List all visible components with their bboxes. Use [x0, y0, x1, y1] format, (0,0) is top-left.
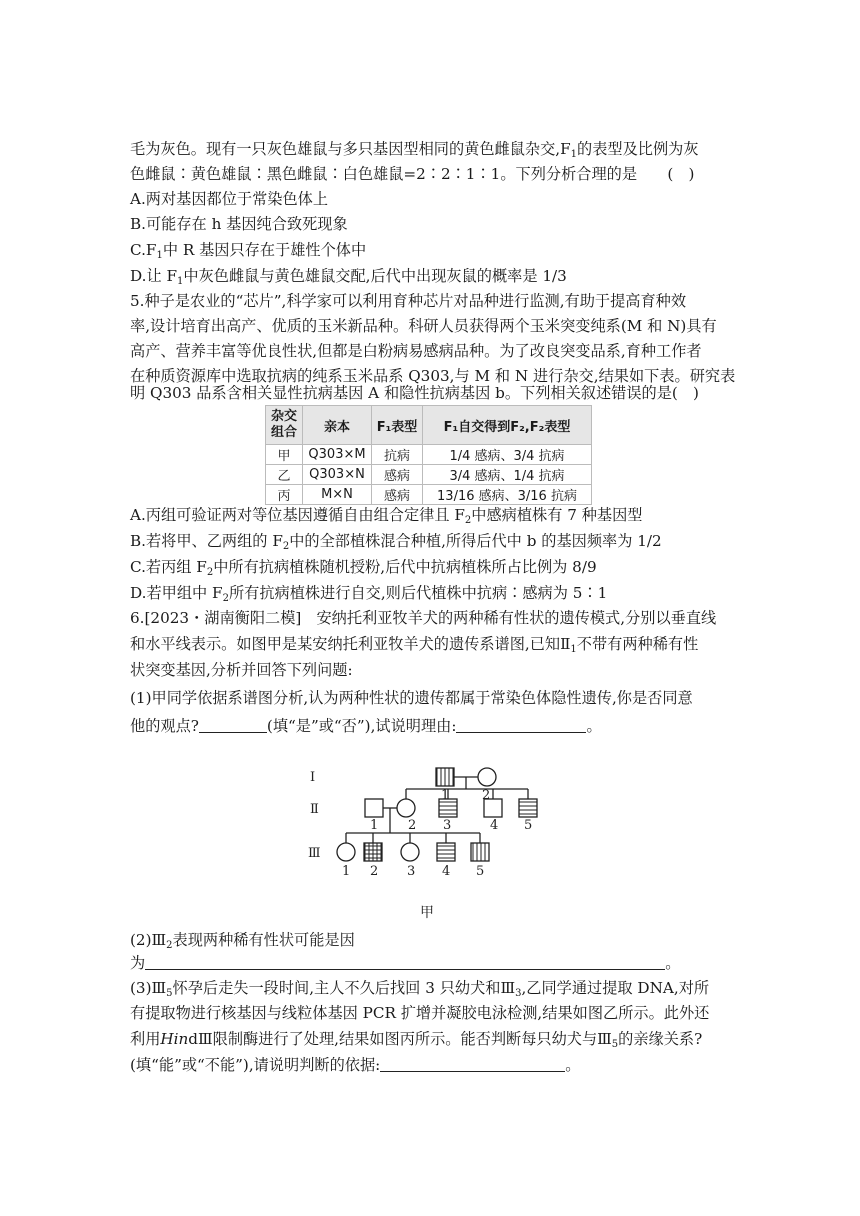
table-cell: M×N	[303, 485, 372, 505]
q4-option-a: A.两对基因都位于常染色体上	[130, 190, 329, 208]
answer-blank[interactable]	[199, 718, 267, 733]
q5-stem-line4: 在种质资源库中选取抗病的纯系玉米品系 Q303,与 M 和 N 进行杂交,结果如下表。研究表	[130, 367, 736, 385]
q5-option-c: C.若丙组 $F_2$中所有抗病植株随机授粉,后代中抗病植株所占比例为 8/9	[130, 558, 597, 578]
svg-text:4: 4	[442, 864, 451, 879]
table-header-cell: 亲本	[303, 406, 372, 445]
pedigree-chart	[300, 765, 560, 895]
q5-option-a: A.丙组可验证两对等位基因遵循自由组合定律且 $F_2$中感病植株有 7 种基因型	[130, 506, 643, 526]
answer-blank[interactable]	[145, 955, 665, 970]
q6-part1-line2: 他的观点? (填“是”或“否”),试说明理由: 。	[130, 717, 602, 735]
q4-option-b: B.可能存在 h 基因纯合致死现象	[130, 215, 348, 233]
male-both-traits-symbol	[436, 768, 454, 786]
svg-text:4: 4	[490, 818, 499, 833]
table-header-cell: F₁自交得到F₂,F₂表型	[423, 406, 592, 445]
svg-text:3: 3	[407, 864, 416, 879]
q6-part3-line4: (填“能”或“不能”),请说明判断的依据: 。	[130, 1056, 581, 1074]
table-cell: 乙	[266, 465, 303, 485]
q5-option-d: D.若甲组中 $F_2$所有抗病植株进行自交,则后代植株中抗病∶感病为 5∶1	[130, 584, 608, 604]
table-row	[266, 465, 592, 485]
q5-option-b: B.若将甲、乙两组的 $F_2$中的全部植株混合种植,所得后代中 b 的基因频率为 1/2	[130, 532, 662, 552]
table-row	[266, 445, 592, 465]
q6-part2-line2: 为 。	[130, 954, 681, 972]
table-header-row	[266, 406, 592, 445]
table-cell: 甲	[266, 445, 303, 465]
svg-text:1: 1	[342, 864, 351, 879]
cross-results-table	[265, 405, 592, 505]
svg-text:2: 2	[408, 818, 417, 833]
q4-stem-line1: 毛为灰色。现有一只灰色雄鼠与多只基因型相同的黄色雌鼠杂交$,F_1$的表型及比例为灰	[130, 140, 699, 160]
q4-stem-line2: 色雌鼠∶黄色雄鼠∶黑色雌鼠∶白色雄鼠=2∶2∶1∶1。下列分析合理的是 ( )	[130, 165, 695, 183]
q6-part2-line1: $(2)Ⅲ_2$表现两种稀有性状可能是因	[130, 931, 355, 951]
table-cell: 感病	[372, 485, 423, 505]
table-cell: 1/4 感病、3/4 抗病	[423, 445, 592, 465]
answer-blank[interactable]	[380, 1057, 565, 1072]
generation-label: Ⅱ	[310, 802, 319, 817]
q6-stem-line2: 和水平线表示。如图甲是某安纳托利亚牧羊犬的遗传系谱图,已知$Ⅱ_1$不带有两种稀有性	[130, 635, 699, 655]
q6-part3-line3: 利用HindⅢ限制酶进行了处理,结果如图丙所示。能否判断每只幼犬与$Ⅲ_5$的亲缘关系?	[130, 1030, 703, 1050]
table-header-cell: F₁表型	[372, 406, 423, 445]
table-cell: 感病	[372, 465, 423, 485]
q6-part3-line2: 有提取物进行核基因与线粒体基因 PCR 扩增并凝胶电泳检测,结果如图乙所示。此外还	[130, 1004, 710, 1022]
svg-text:3: 3	[443, 818, 452, 833]
q5-stem-line5: 明 Q303 品系含相关显性抗病基因 A 和隐性抗病基因 b。下列相关叙述错误的是( )	[130, 384, 699, 402]
figure-caption: 甲	[420, 905, 434, 921]
svg-text:2: 2	[370, 864, 379, 879]
table-cell: 丙	[266, 485, 303, 505]
svg-text:1: 1	[370, 818, 379, 833]
table-cell: Q303×M	[303, 445, 372, 465]
svg-text:2: 2	[482, 788, 491, 803]
q6-part3-line1: $(3)Ⅲ_5$怀孕后走失一段时间,主人不久后找回 3 只幼犬和$Ⅲ_3$,乙同学通过提取 DNA,对所	[130, 979, 710, 999]
q4-option-c: $C.F_1$中 R 基因只存在于雄性个体中	[130, 241, 367, 261]
table-cell: Q303×N	[303, 465, 372, 485]
generation-label: Ⅰ	[310, 770, 316, 785]
q6-part1-line1: (1)甲同学依据系谱图分析,认为两种性状的遗传都属于常染色体隐性遗传,你是否同意	[130, 689, 693, 707]
q5-stem-line1: 5.种子是农业的“芯片”,科学家可以利用育种芯片对品种进行监测,有助于提高育种效	[130, 292, 687, 310]
table-cell: 13/16 感病、3/16 抗病	[423, 485, 592, 505]
q5-stem-line3: 高产、营养丰富等优良性状,但都是白粉病易感病品种。为了改良突变品系,育种工作者	[130, 342, 702, 360]
table-cell: 抗病	[372, 445, 423, 465]
table-header-cell: 杂交组合	[266, 406, 303, 445]
q6-stem-line3: 状突变基因,分析并回答下列问题:	[130, 661, 353, 679]
q6-stem-line1: 6.[2023・湖南衡阳二模] 安纳托利亚牧羊犬的两种稀有性状的遗传模式,分别以垂直线	[130, 609, 717, 627]
table-cell: 3/4 感病、1/4 抗病	[423, 465, 592, 485]
answer-blank[interactable]	[456, 718, 586, 733]
svg-text:1: 1	[441, 788, 450, 803]
svg-text:5: 5	[524, 818, 533, 833]
q4-option-d: D.让 $F_1$中灰色雌鼠与黄色雄鼠交配,后代中出现灰鼠的概率是 1/3	[130, 267, 567, 287]
table-row	[266, 485, 592, 505]
svg-text:5: 5	[476, 864, 485, 879]
q5-stem-line2: 率,设计培育出高产、优质的玉米新品种。科研人员获得两个玉米突变纯系(M 和 N)具有	[130, 317, 717, 335]
generation-label: Ⅲ	[308, 846, 321, 861]
